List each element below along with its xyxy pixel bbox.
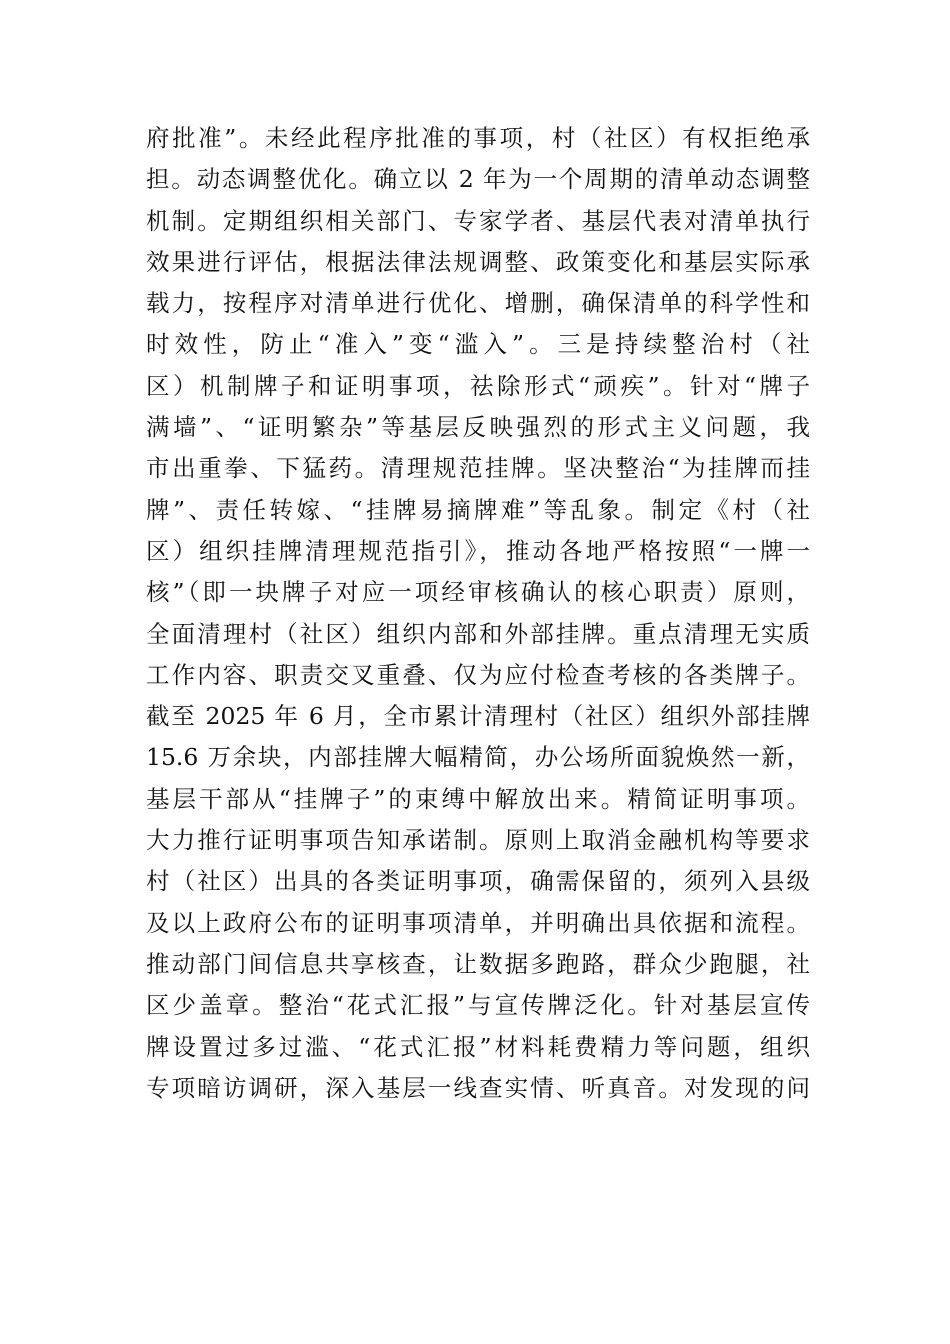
text-line-10: 牌”、责任转嫁、“挂牌易摘牌难”等乱象。制定《村（社 — [146, 495, 810, 524]
text-line-3: 机制。定期组织相关部门、专家学者、基层代表对清单执行 — [146, 206, 810, 235]
text-line-18: 大力推行证明事项告知承诺制。原则上取消金融机构等要求 — [146, 826, 810, 855]
text-line-16: 15.6 万余块，内部挂牌大幅精简，办公场所面貌焕然一新， — [146, 743, 810, 772]
text-line-11: 区）组织挂牌清理规范指引》，推动各地严格按照“一牌一 — [146, 536, 810, 565]
body-text — [146, 118, 810, 1109]
text-line-12: 核”（即一块牌子对应一项经审核确认的核心职责）原则， — [146, 578, 810, 607]
text-line-9: 市出重拳、下猛药。清理规范挂牌。坚决整治“为挂牌而挂 — [146, 454, 810, 483]
text-line-14: 工作内容、职责交叉重叠、仅为应付检查考核的各类牌子。 — [146, 660, 810, 689]
text-line-19: 村（社区）出具的各类证明事项，确需保留的，须列入县级 — [146, 867, 810, 896]
text-line-1: 府批准”。未经此程序批准的事项，村（社区）有权拒绝承 — [146, 124, 810, 152]
text-line-17: 基层干部从“挂牌子”的束缚中解放出来。精简证明事项。 — [146, 784, 810, 813]
text-line-21: 推动部门间信息共享核查，让数据多跑路，群众少跑腿，社 — [146, 949, 810, 978]
text-line-23: 牌设置过多过滥、“花式汇报”材料耗费精力等问题，组织 — [146, 1032, 810, 1061]
text-line-4: 效果进行评估，根据法律法规调整、政策变化和基层实际承 — [146, 247, 810, 276]
text-line-13: 全面清理村（社区）组织内部和外部挂牌。重点清理无实质 — [146, 619, 810, 648]
text-line-5: 载力，按程序对清单进行优化、增删，确保清单的科学性和 — [146, 289, 810, 318]
text-line-7: 区）机制牌子和证明事项，祛除形式“顽疾”。针对“牌子 — [146, 371, 810, 400]
text-line-6: 时效性，防止“准入”变“滥入”。三是持续整治村（社 — [146, 330, 810, 359]
text-line-8: 满墙”、“证明繁杂”等基层反映强烈的形式主义问题，我 — [146, 413, 810, 442]
text-line-22: 区少盖章。整治“花式汇报”与宣传牌泛化。针对基层宣传 — [146, 991, 810, 1020]
text-line-15: 截至 2025 年 6 月，全市累计清理村（社区）组织外部挂牌 — [146, 702, 810, 731]
text-line-2: 担。动态调整优化。确立以 2 年为一个周期的清单动态调整 — [146, 165, 810, 194]
text-line-20: 及以上政府公布的证明事项清单，并明确出具依据和流程。 — [146, 908, 810, 937]
text-line-24: 专项暗访调研，深入基层一线查实情、听真音。对发现的问 — [146, 1073, 810, 1102]
